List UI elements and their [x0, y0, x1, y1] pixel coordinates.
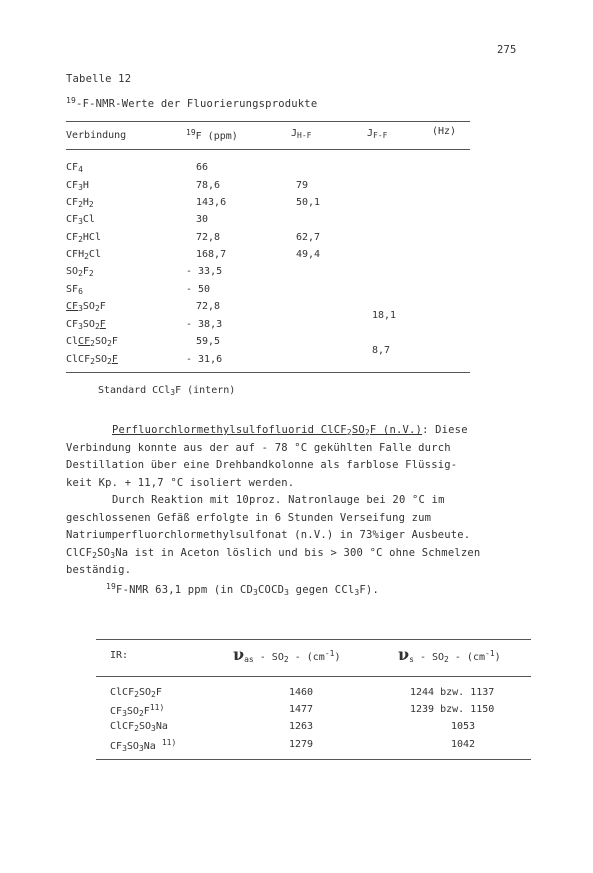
- ir-compound: $ClCF_2SO_2F$: [110, 687, 162, 699]
- ppm-value: - 33,5: [186, 266, 223, 277]
- ir-as-value: 1263: [289, 721, 314, 732]
- paragraph-line: Verbindung konnte aus der auf - 78 °C gekühlten Falle durch: [66, 442, 451, 454]
- compound-cf3h: $CF_3H$: [66, 180, 89, 192]
- paragraph-line: $ClCF_2SO_3Na$ ist in Aceton löslich und bis > 300 °C ohne Schmelzen: [66, 547, 481, 560]
- paragraph-line: geschlossenen Gefäß erfolgte in 6 Stunden Verseifung zum: [66, 512, 432, 524]
- paragraph-heading: Perfluorchlormethylsulfofluorid $ClCF_2SO_2F$ (n.V.): Diese: [112, 424, 468, 437]
- ppm-value: - 50: [186, 284, 211, 295]
- compound-so2f2: $SO_2F_2$: [66, 266, 94, 278]
- jhf-value: 62,7: [296, 232, 321, 243]
- ppm-value: 143,6: [196, 197, 227, 208]
- compound-sf6: $SF_6$: [66, 284, 83, 296]
- ppm-value: 59,5: [196, 336, 221, 347]
- ppm-value: 168,7: [196, 249, 227, 260]
- table-caption: Tabelle 12: [66, 73, 132, 85]
- compound-clcf2so2f-a: $ClCF_2SO_2F$: [66, 336, 118, 348]
- compound-cf4: $CF_4$: [66, 162, 83, 174]
- paragraph-line: Durch Reaktion mit 10proz. Natronlauge bei 20 °C im: [112, 494, 445, 506]
- table-title: $^{19}$-F-NMR-Werte der Fluorierungsprodukte: [66, 96, 318, 110]
- ir-compound: $CF_3SO_2F^{11)}$: [110, 703, 165, 718]
- ppm-value: 66: [196, 162, 209, 173]
- ir-s-value: 1042: [451, 739, 476, 750]
- ir-s-value: 1239 bzw. 1150: [410, 704, 495, 715]
- compound-clcf2so2f-b: $ClCF_2SO_2F$: [66, 354, 118, 366]
- paragraph-line: Destillation über eine Drehbandkolonne als farblose Flüssig-: [66, 459, 458, 471]
- jff-value: 18,1: [372, 310, 397, 321]
- table-bottom-rule: [66, 372, 470, 373]
- header-unit: (Hz): [432, 126, 457, 137]
- header-jff: $J_{F-F}$: [367, 128, 388, 140]
- page-number: 275: [497, 44, 517, 56]
- ppm-value: 72,8: [196, 301, 221, 312]
- paragraph-line: beständig.: [66, 564, 132, 576]
- compound-cfh2cl: $CFH_2Cl$: [66, 249, 101, 261]
- ir-compound: $ClCF_2SO_3Na$: [110, 721, 168, 733]
- ir-header-s: $\nu_s - SO_2 - (cm^{-1})$: [398, 645, 501, 664]
- paragraph-line: keit Kp. + 11,7 °C isoliert werden.: [66, 477, 295, 489]
- ir-compound: $CF_3SO_3Na$ $^{11)}$: [110, 738, 177, 753]
- compound-cf2hcl: $CF_2HCl$: [66, 232, 101, 244]
- ir-bottom-rule: [96, 759, 531, 760]
- ir-label: IR:: [110, 650, 129, 661]
- ir-header-as: $\nu_{as} - SO_2 - (cm^{-1})$: [233, 645, 341, 664]
- table-top-rule: [66, 121, 470, 122]
- standard-note: Standard CCl$_3$F (intern): [98, 385, 236, 397]
- ppm-value: - 31,6: [186, 354, 223, 365]
- ir-as-value: 1460: [289, 687, 314, 698]
- compound-cf3so2f-a: $CF_3SO_2F$: [66, 301, 106, 313]
- ir-as-value: 1279: [289, 739, 314, 750]
- ir-as-value: 1477: [289, 704, 314, 715]
- compound-cf3cl: $CF_3Cl$: [66, 214, 95, 226]
- jff-value: 8,7: [372, 345, 391, 356]
- compound-cf3so2f-b: $CF_3SO_2F$: [66, 319, 106, 331]
- header-jhf: $J_{H-F}$: [291, 128, 312, 140]
- ppm-value: 78,6: [196, 180, 221, 191]
- jhf-value: 49,4: [296, 249, 321, 260]
- compound-cf2h2: $CF_2H_2$: [66, 197, 94, 209]
- ir-header-rule: [96, 676, 531, 677]
- header-verbindung: Verbindung: [66, 130, 127, 141]
- nmr-line: $^{19}$F-NMR 63,1 ppm (in $CD_3COCD_3$ gegen CCl$_3$F).: [106, 582, 379, 597]
- header-19f-ppm: $^{19}$F (ppm): [186, 128, 238, 142]
- paragraph-line: Natriumperfluorchlormethylsulfonat (n.V.) in 73%iger Ausbeute.: [66, 529, 471, 541]
- ir-s-value: 1053: [451, 721, 476, 732]
- jhf-value: 50,1: [296, 197, 321, 208]
- jhf-value: 79: [296, 180, 309, 191]
- ir-s-value: 1244 bzw. 1137: [410, 687, 495, 698]
- ir-top-rule: [96, 639, 531, 640]
- ppm-value: 30: [196, 214, 209, 225]
- ppm-value: - 38,3: [186, 319, 223, 330]
- table-header-rule: [66, 149, 470, 150]
- ppm-value: 72,8: [196, 232, 221, 243]
